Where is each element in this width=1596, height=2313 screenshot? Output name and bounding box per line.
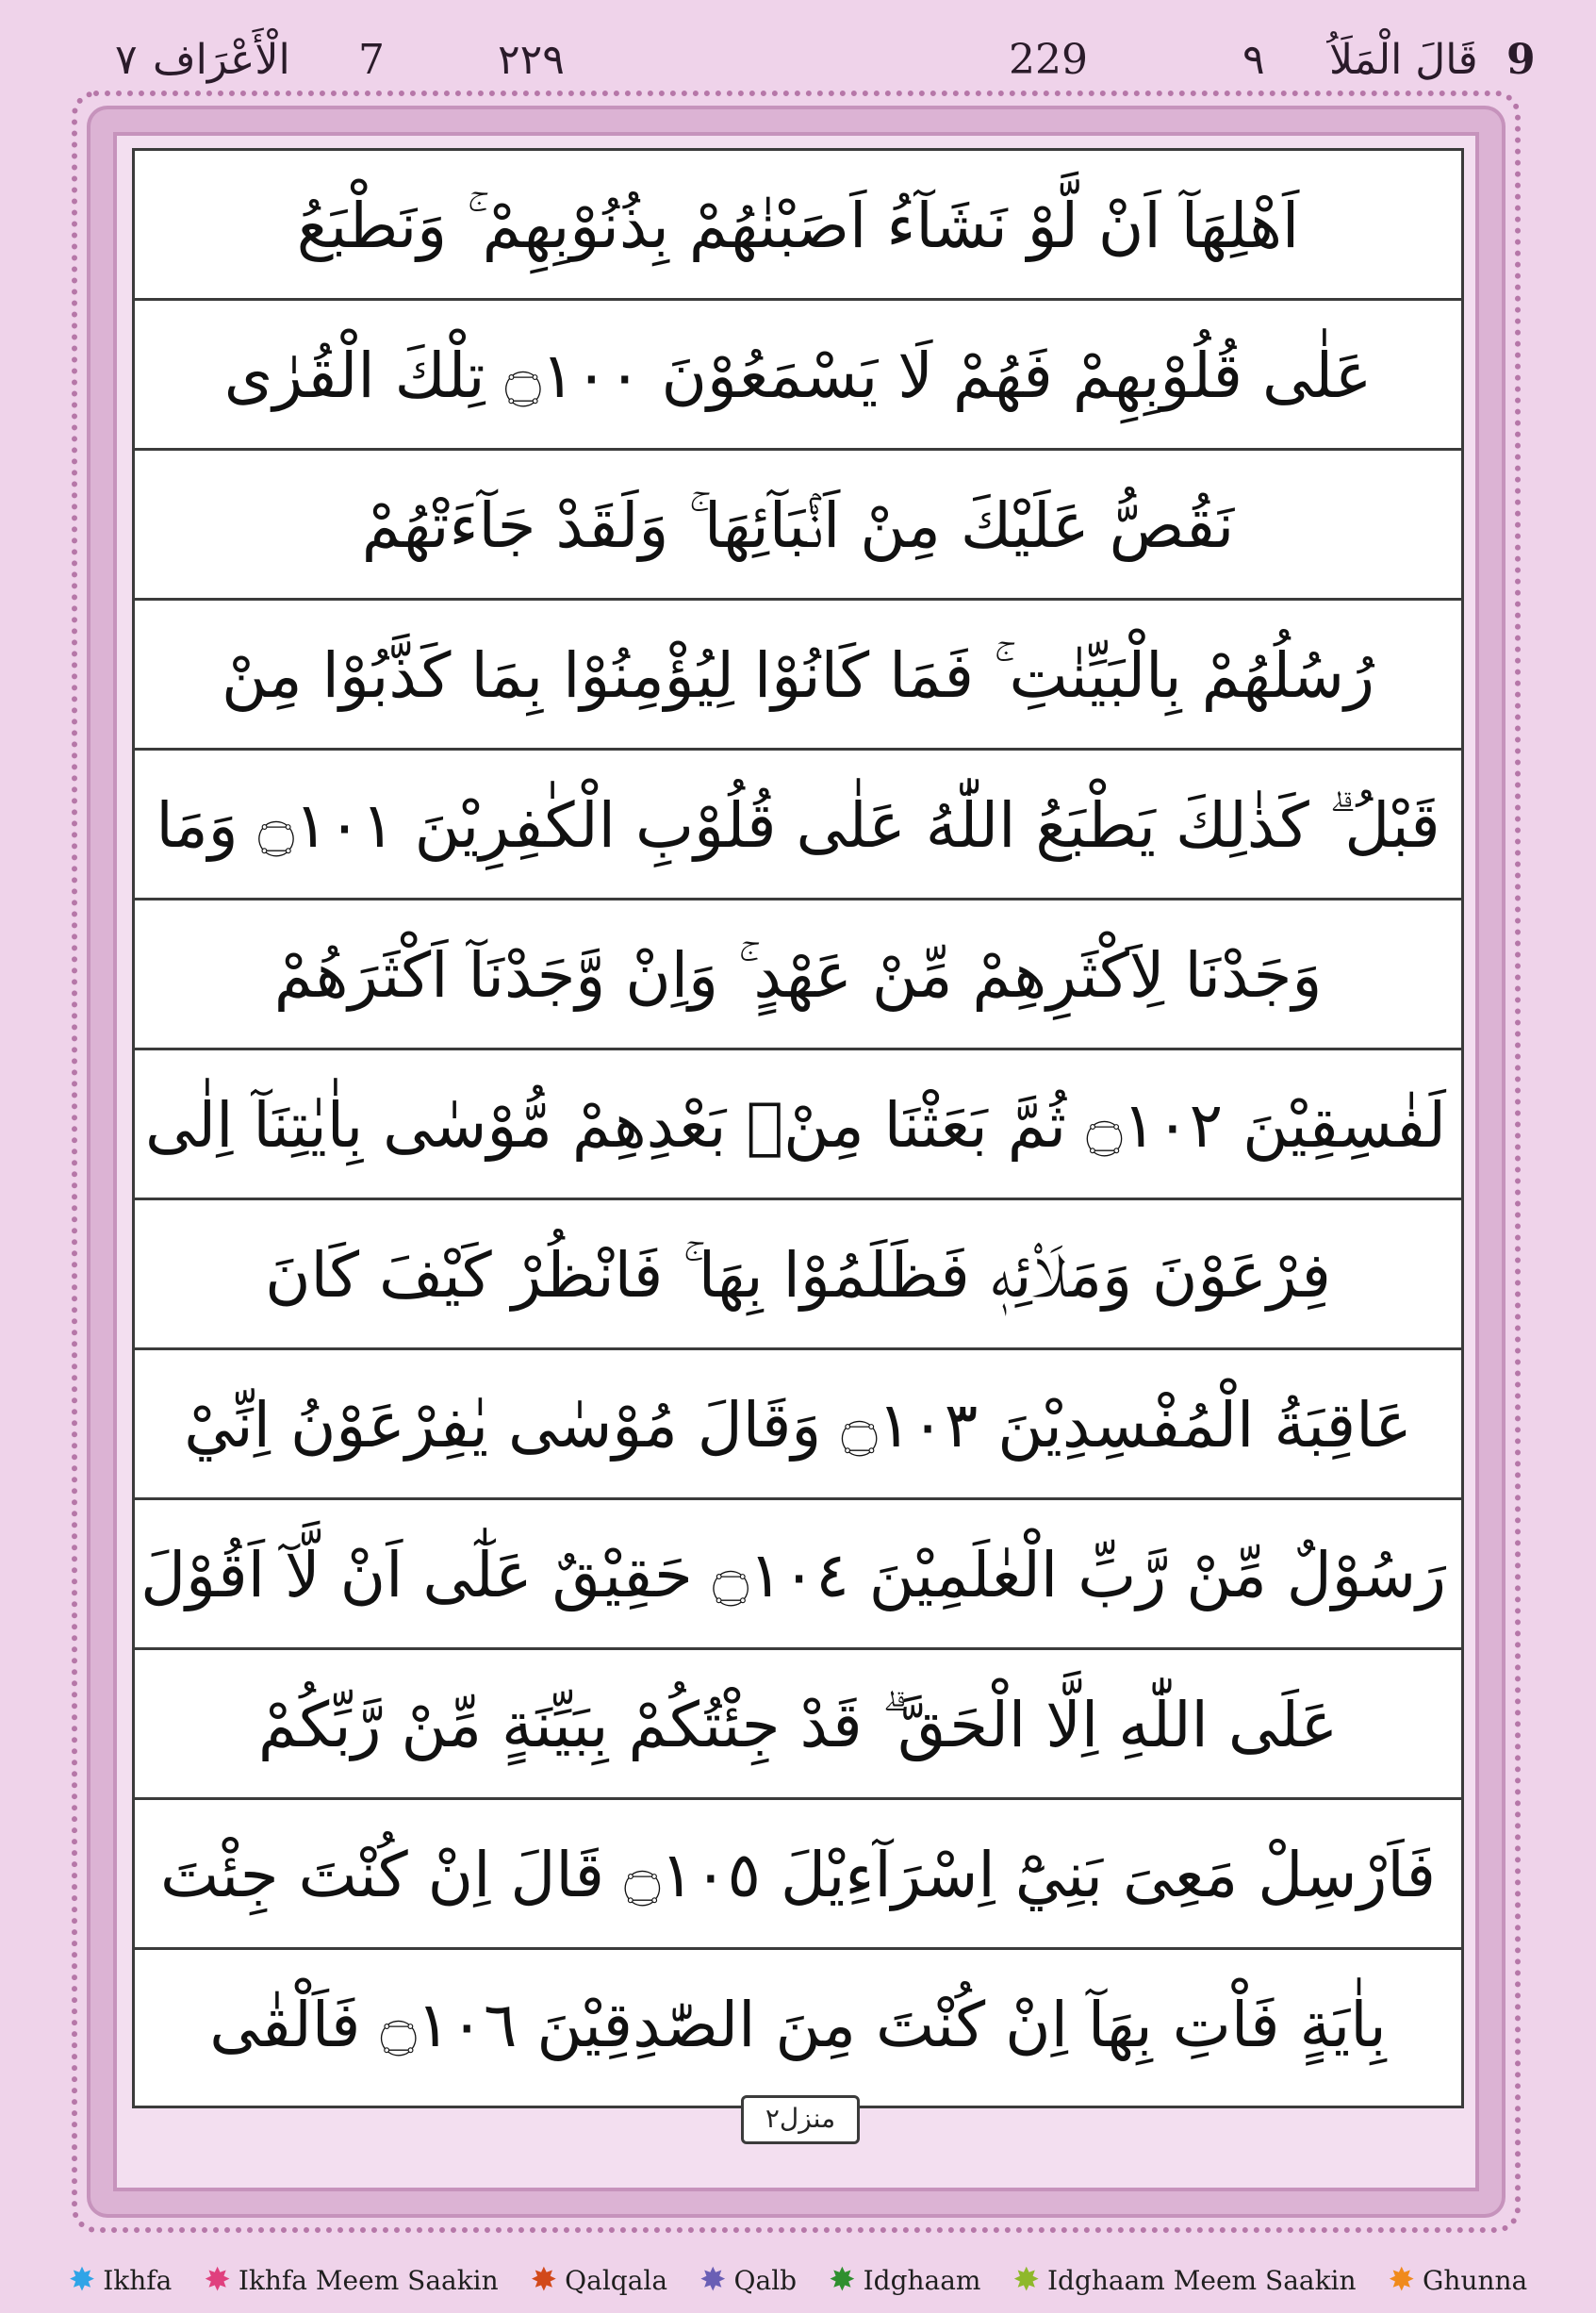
text-line-7: لَفٰسِقِيْنَ ۝١٠٢ ثُمَّ بَعَثْنَا مِنْۢ بَعْدِهِمْ مُّوْسٰى بِاٰيٰتِنَآ اِلٰى [135, 1050, 1461, 1200]
legend-label: Qalb [733, 2264, 798, 2296]
star-icon: ✸ [699, 2261, 727, 2299]
legend-item [204, 2261, 499, 2299]
legend-item [530, 2261, 668, 2299]
legend-label: Ikhfa [103, 2264, 173, 2296]
legend-label: Ghunna [1423, 2264, 1528, 2296]
star-icon: ✸ [1388, 2261, 1416, 2299]
legend-item [829, 2261, 981, 2299]
legend-label: Ikhfa Meem Saakin [238, 2264, 499, 2296]
legend-item [68, 2261, 173, 2299]
surah-number-arabic: ٧ [115, 36, 138, 84]
text-line-11: عَلَى اللّٰهِ اِلَّا الْحَقَّ ۗ قَدْ جِئْتُكُمْ بِبَيِّنَةٍ مِّنْ رَّبِّكُمْ [135, 1650, 1461, 1800]
page-number-arabic: ٢٢٩ [498, 36, 565, 84]
juz-name: قَالَ الْمَلَاُ [1329, 36, 1478, 84]
legend-item [1388, 2261, 1528, 2299]
page-header [0, 0, 1596, 104]
surah-number: 7 [358, 36, 385, 84]
text-line-2: عَلٰى قُلُوْبِهِمْ فَهُمْ لَا يَسْمَعُوْنَ ۝١٠٠ تِلْكَ الْقُرٰى [135, 301, 1461, 451]
star-icon: ✸ [829, 2261, 856, 2299]
text-line-9: عَاقِبَةُ الْمُفْسِدِيْنَ ۝١٠٣ وَقَالَ مُوْسٰى يٰفِرْعَوْنُ اِنِّيْ [135, 1350, 1461, 1500]
text-line-12: فَاَرْسِلْ مَعِىَ بَنِيْٓ اِسْرَآءِيْلَ ۝١٠٥ قَالَ اِنْ كُنْتَ جِئْتَ [135, 1800, 1461, 1950]
legend-label: Qalqala [565, 2264, 668, 2296]
juz-number-arabic: ٩ [1242, 36, 1265, 84]
text-line-4: رُسُلُهُمْ بِالْبَيِّنٰتِ ۚ فَمَا كَانُوْا لِيُؤْمِنُوْا بِمَا كَذَّبُوْا مِنْ [135, 601, 1461, 751]
text-line-10: رَسُوْلٌ مِّنْ رَّبِّ الْعٰلَمِيْنَ ۝١٠٤ حَقِيْقٌ عَلٰٓى اَنْ لَّآ اَقُوْلَ [135, 1500, 1461, 1650]
star-icon: ✸ [1012, 2261, 1040, 2299]
juz-number: 9 [1506, 36, 1536, 84]
quran-text-block [132, 148, 1464, 2108]
text-line-3: نَقُصُّ عَلَيْكَ مِنْ اَنْۢبَآئِهَا ۚ وَلَقَدْ جَآءَتْهُمْ [135, 451, 1461, 601]
text-line-13: بِاٰيَةٍ فَاْتِ بِهَآ اِنْ كُنْتَ مِنَ الصّٰدِقِيْنَ ۝١٠٦ فَاَلْقٰى [209, 1989, 1387, 2061]
star-icon: ✸ [530, 2261, 558, 2299]
star-icon: ✸ [204, 2261, 231, 2299]
legend-item [699, 2261, 798, 2299]
legend-label: Idghaam Meem Saakin [1046, 2264, 1357, 2296]
text-line-1: اَهْلِهَآ اَنْ لَّوْ نَشَآءُ اَصَبْنٰهُمْ بِذُنُوْبِهِمْ ۚ وَنَطْبَعُ [135, 151, 1461, 301]
page-number: 229 [1009, 36, 1088, 84]
star-icon: ✸ [68, 2261, 96, 2299]
legend-label: Idghaam [863, 2264, 981, 2296]
surah-name: الْأَعْرَاف [153, 36, 290, 84]
text-line-5: قَبْلُ ۗ كَذٰلِكَ يَطْبَعُ اللّٰهُ عَلٰى قُلُوْبِ الْكٰفِرِيْنَ ۝١٠١ وَمَا [135, 751, 1461, 900]
tajweed-legend [0, 2261, 1596, 2299]
manzil-label: منزل٢ [741, 2095, 860, 2144]
legend-item [1012, 2261, 1357, 2299]
text-line-6: وَجَدْنَا لِاَكْثَرِهِمْ مِّنْ عَهْدٍ ۚ وَاِنْ وَّجَدْنَآ اَكْثَرَهُمْ [135, 900, 1461, 1050]
text-line-8: فِرْعَوْنَ وَمَلَا۟ئِهٖ فَظَلَمُوْا بِهَا ۚ فَانْظُرْ كَيْفَ كَانَ [135, 1200, 1461, 1350]
